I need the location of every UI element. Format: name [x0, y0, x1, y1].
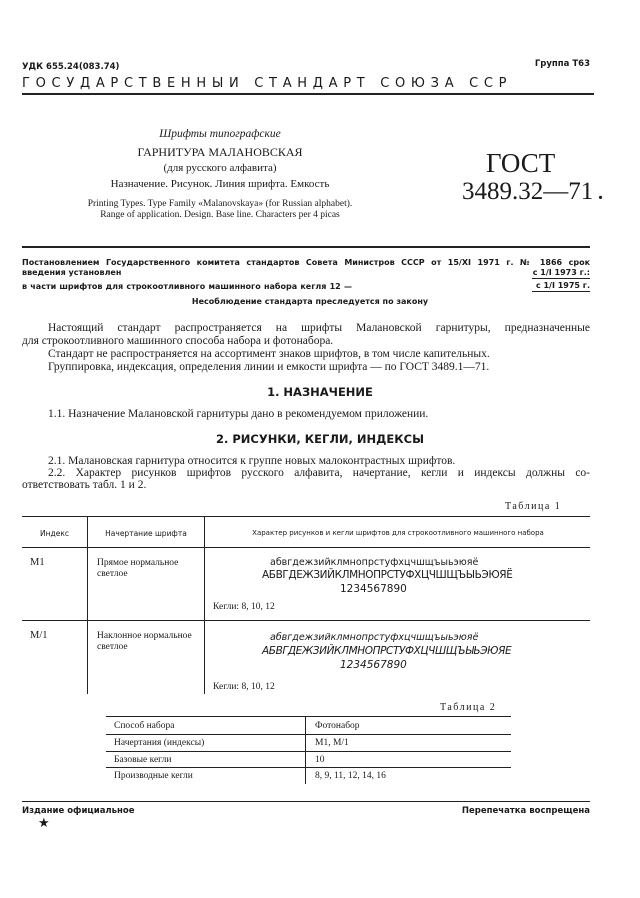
- title-english-2: Range of application. Design. Base line. Characters per 4 picas: [100, 210, 340, 220]
- intro-paragraph-1b: для строкоотливного машинного способа набора и фотонабора.: [22, 335, 334, 347]
- section-2-paragraph-2a: 2.2. Характер рисунков шрифтов русского алфавита, начертание, кегли и индексы должны со-: [48, 467, 590, 479]
- table-1-row-2-sizes: Кегли: 8, 10, 12: [213, 682, 275, 692]
- table-2-row-4-value: 8, 9, 11, 12, 14, 16: [315, 771, 386, 781]
- reprint-prohibited: Перепечатка воспрещена: [461, 806, 590, 816]
- table-1-row-2-style-a: Наклонное нормальное: [97, 631, 192, 641]
- title-line-3: (для русского алфавита): [163, 162, 277, 174]
- intro-paragraph-2: Стандарт не распространяется на ассортимент знаков шрифтов, в том числе капительных.: [48, 348, 490, 360]
- table-1-row-1-uppercase: АБВГДЕЖЗИЙКЛМНОПРСТУФХЦЧШЩЪЫЬЭЮЯЁ: [262, 569, 513, 581]
- table-2-row-2-label: Начертания (индексы): [114, 738, 205, 748]
- footer-rule: [22, 801, 590, 802]
- table-1-caption: Таблица 1: [505, 501, 562, 512]
- decree-warning: Несоблюдение стандарта преследуется по закону: [191, 297, 429, 306]
- decree-rule: [22, 246, 590, 248]
- table-1-row-2-uppercase: АБВГДЕЖЗИЙКЛМНОПРСТУФХЦЧШЩЪЫЬЭЮЯЕ: [262, 645, 512, 657]
- title-english-1: Printing Types. Type Family «Malanovskaya» (for Russian alphabet).: [87, 199, 353, 209]
- table-1-row-2-style-b: светлое: [97, 642, 128, 652]
- gost-dot: .: [598, 182, 603, 204]
- table-1-row-2-index: М/1: [30, 630, 48, 641]
- state-standard-banner: ГОСУДАРСТВЕННЫЙ СТАНДАРТ СОЮЗА ССР: [22, 76, 513, 91]
- decree-line-3: в части шрифтов для строкоотливного машинного набора кегля 12 —: [22, 282, 352, 291]
- intro-paragraph-3: Группировка, индексация, определения линии и емкости шрифта — по ГОСТ 3489.1—71.: [48, 361, 490, 373]
- gost-label: ГОСТ: [486, 148, 556, 178]
- table-2-row-3-value: 10: [315, 755, 325, 765]
- section-1-paragraph: 1.1. Назначение Малановской гарнитуры дано в рекомендуемом приложении.: [48, 408, 429, 420]
- table-2-row-3-label: Базовые кегли: [114, 755, 172, 765]
- table-2-row-1-value: Фотонабор: [315, 721, 360, 731]
- table-1-row-1-lowercase: абвгдежзийклмнопрстуфхцчшщъыьэюяё: [270, 557, 479, 568]
- section-2-paragraph-2b: ответствовать табл. 1 и 2.: [22, 479, 147, 491]
- banner-rule: [22, 93, 594, 95]
- group-code: Группа Т63: [534, 59, 590, 69]
- title-line-4: Назначение. Рисунок. Линия шрифта. Емкость: [110, 178, 330, 190]
- section-1-heading: 1. НАЗНАЧЕНИЕ: [267, 385, 373, 399]
- table-1-row-1-digits: 1234567890: [340, 583, 407, 595]
- udc-code: УДК 655.24(083.74): [22, 62, 120, 72]
- title-line-1: Шрифты типографские: [159, 128, 281, 140]
- table-1-row-1-style-a: Прямое нормальное: [97, 558, 179, 568]
- table-1-row-2-digits: 1234567890: [340, 659, 407, 671]
- section-2-paragraph-1: 2.1. Малановская гарнитура относится к группе новых малоконтрастных шрифтов.: [48, 455, 456, 467]
- decree-line-2: введения установлен: [22, 268, 122, 277]
- table-2-caption: Таблица 2: [440, 702, 497, 713]
- table-1-header-index: Индекс: [40, 529, 69, 538]
- table-1-row-1-index: М1: [30, 557, 45, 568]
- table-2-row-4-label: Производные кегли: [114, 771, 193, 781]
- table-1-row-1-sizes: Кегли: 8, 10, 12: [213, 602, 275, 612]
- table-1-header-style: Начертание шрифта: [105, 529, 187, 538]
- section-2-heading: 2. РИСУНКИ, КЕГЛИ, ИНДЕКСЫ: [216, 432, 424, 446]
- official-edition: Издание официальное: [22, 806, 135, 816]
- decree-date-2: с 1/I 1975 г.: [532, 281, 590, 292]
- intro-paragraph-1a: Настоящий стандарт распространяется на шрифты Малановской гарнитуры, предназначенные: [48, 322, 590, 334]
- table-2-row-2-value: М1, М/1: [315, 738, 349, 748]
- decree-line-1: Постановлением Государственного комитета стандартов Совета Министров СССР от 15/XI 1971 г. № 1866 срок: [22, 258, 590, 267]
- title-line-2: ГАРНИТУРА МАЛАНОВСКАЯ: [137, 145, 303, 159]
- table-2-row-1-label: Способ набора: [114, 721, 175, 731]
- star-icon: ★: [38, 816, 50, 831]
- table-1-row-1-style-b: светлое: [97, 569, 128, 579]
- table-1-header-sample: Характер рисунков и кегли шрифтов для строкоотливного машинного набора: [252, 529, 544, 537]
- gost-number: 3489.32—71: [462, 178, 594, 205]
- table-1-row-2-lowercase: абвгдежзийклмнопрстуфхцчшщъыьэюяё: [270, 632, 479, 643]
- decree-date-1: с 1/I 1973 г.:: [532, 268, 590, 277]
